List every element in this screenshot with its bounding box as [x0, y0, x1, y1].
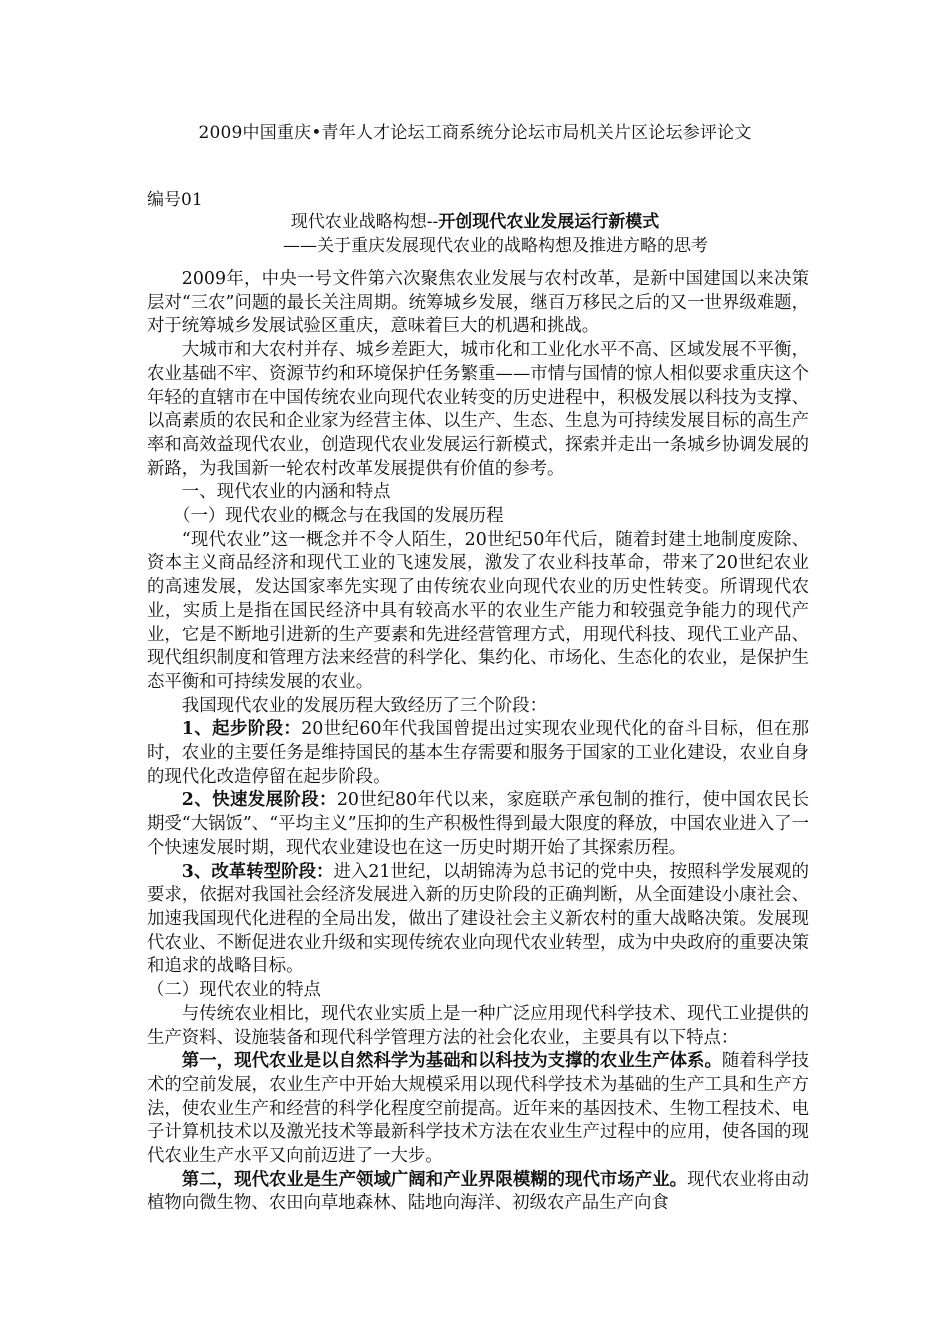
- stage-3-label: 3、改革转型阶段：: [181, 861, 334, 882]
- section-heading-1: 一、现代农业的内涵和特点: [181, 482, 391, 503]
- paragraph-stages-intro: 我国现代农业的发展历程大致经历了三个阶段：: [181, 695, 548, 716]
- paragraph-features-intro: 与传统农业相比，现代农业实质上是一种广泛应用现代科学技术、现代工业提供的生产资料、设施装备和现代科学管理方法的社会化农业，主要具有以下特点：: [147, 1003, 809, 1048]
- paragraph-intro: 2009年，中央一号文件第六次聚焦农业发展与农村改革，是新中国建国以来决策层对“三农”问题的最长关注周期。统筹城乡发展，继百万移民之后的又一世界级难题，对于统筹城乡发展试验区重庆，意味着巨大的机遇和挑战。: [147, 269, 809, 337]
- paper-subtitle: ——关于重庆发展现代农业的战略构想及推进方略的思考: [283, 236, 708, 256]
- forum-header: 2009中国重庆•青年人才论坛工商系统分论坛市局机关片区论坛参评论文: [198, 123, 752, 143]
- paragraph-stage-3: [147, 861, 809, 980]
- feature-2-label: 第二，现代农业是生产领域广阔和产业界限模糊的现代市场产业。: [181, 1169, 688, 1190]
- title-part-1: 现代农业战略构想--: [290, 212, 439, 232]
- paragraph-feature-1: [147, 1050, 809, 1169]
- title-part-2: 开创现代农业发展运行新模式: [438, 212, 660, 232]
- document-number: 编号01: [147, 190, 203, 210]
- feature-1-label: 第一，现代农业是以自然科学为基础和以科技为支撑的农业生产体系。: [181, 1051, 722, 1072]
- stage-1-text: 20世纪60年代我国曾提出过实现农业现代化的奋斗目标，但在那时，农业的主要任务是维持国民的基本生存需要和服务于国家的工业化建设，农业自身的现代化改造停留在起步阶段。: [147, 719, 809, 787]
- paragraph-feature-2: [147, 1169, 809, 1216]
- stage-1-label: 1、起步阶段：: [181, 719, 302, 740]
- stage-3-text: 进入21世纪，以胡锦涛为总书记的党中央，按照科学发展观的要求，依据对我国社会经济发展进入新的历史阶段的正确判断，从全面建设小康社会、加速我国现代化进程的全局出发，做出了建设社会主义新农村的重大战略决策。发展现代农业、不断促进农业升级和实现传统农业向现代农业转型，成为中央政府的重要决策和追求的战略目标。: [147, 861, 809, 977]
- subsection-heading-1-2: （二）现代农业的特点: [147, 980, 321, 1001]
- paragraph-definition: “现代农业”这一概念并不令人陌生，20世纪50年代后，随着封建土地制度废除、资本主义商品经济和现代工业的飞速发展，激发了农业科技革命，带来了20世纪农业的高速发展，发达国家率先实现了由传统农业向现代农业的历史性转变。所谓现代农业，实质上是指在国民经济中具有较高水平的农业生产能力和较强竞争能力的现代产业，它是不断地引进新的生产要素和先进经营管理方式，用现代科技、现代工业产品、现代组织制度和管理方法来经营的科学化、集约化、市场化、生态化的农业，是保护生态平衡和可持续发展的农业。: [147, 529, 809, 692]
- paper-body: [147, 268, 809, 1216]
- stage-2-text: 20世纪80年代以来，家庭联产承包制的推行，使中国农民长期受“大锅饭”、“平均主义”压抑的生产积极性得到最大限度的释放，中国农业进入了一个快速发展时期，现代农业建设也在这一历史时期开始了其探索历程。: [147, 790, 809, 858]
- feature-1-text: 随着科学技术的空前发展，农业生产中开始大规模采用以现代科学技术为基础的生产工具和生产方法，使农业生产和经营的科学化程度空前提高。近年来的基因技术、生物工程技术、电子计算机技术以及激光技术等最新科学技术方法在农业生产过程中的应用，使各国的现代农业生产水平又向前迈进了一大步。: [147, 1051, 809, 1167]
- paragraph-stage-2: [147, 789, 809, 860]
- subsection-heading-1-1: （一）现代农业的概念与在我国的发展历程: [173, 506, 504, 527]
- paper-title: [0, 207, 950, 232]
- stage-2-label: 2、快速发展阶段：: [181, 790, 337, 811]
- feature-2-text: 现代农业将由动植物向微生物、农田向草地森林、陆地向海洋、初级农产品生产向食: [147, 1169, 809, 1214]
- paragraph-context: 大城市和大农村并存、城乡差距大，城市化和工业化水平不高、区域发展不平衡，农业基础不牢、资源节约和环境保护任务繁重——市情与国情的惊人相似要求重庆这个年轻的直辖市在中国传统农业向现代农业转变的历史进程中，积极发展以科技为支撑、以高素质的农民和企业家为经营主体、以生产、生态、生息为可持续发展目标的高生产率和高效益现代农业，创造现代农业发展运行新模式，探索并走出一条城乡协调发展的新路，为我国新一轮农村改革发展提供有价值的参考。: [147, 340, 809, 479]
- paragraph-stage-1: [147, 718, 809, 789]
